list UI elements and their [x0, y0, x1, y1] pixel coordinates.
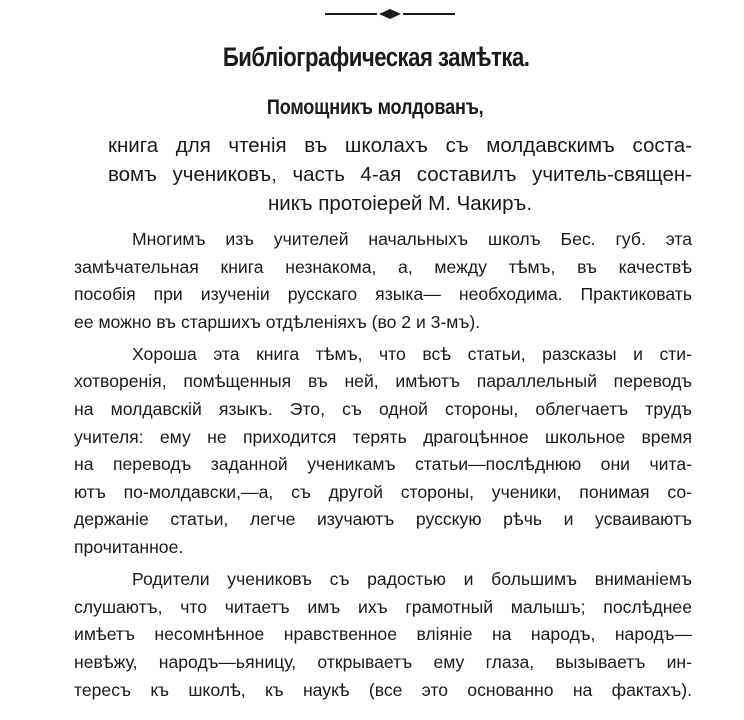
- text-line: хотворенія, помѣщенныя въ ней, имѣютъ параллельный переводъ: [74, 371, 692, 392]
- text-line: ютъ по-молдавски,—а, съ другой стороны, ученики, понимая со-: [74, 481, 692, 502]
- text-line: имѣетъ несомнѣнное нравственное вліяніе на народъ, народъ—: [74, 624, 692, 645]
- text-line: тересъ къ школѣ, къ наукѣ (все это основанно на фактахъ).: [74, 679, 692, 700]
- text-line: ее можно въ старшихъ отдѣленіяхъ (во 2 и 3-мъ).: [74, 311, 481, 332]
- book-description-line: вомъ учениковъ, часть 4-ая составилъ учитель-священ-: [108, 163, 692, 186]
- paragraph: [74, 226, 692, 336]
- text-line: пособія при изученіи русскаго языка— необходима. Практиковать: [74, 284, 692, 305]
- text-line: слушаютъ, что читаетъ имъ ихъ грамотный малышъ; послѣднее: [74, 596, 692, 617]
- book-title: Помощникъ молдованъ,: [266, 96, 484, 119]
- divider-ornament-icon: [325, 8, 455, 20]
- article-title: Библіографическая замѣтка.: [222, 42, 530, 72]
- book-description-line: книга для чтенія въ школахъ съ молдавскимъ соста-: [108, 134, 692, 157]
- text-line: держаніе статьи, легче изучаютъ русскую рѣчь и усваиваютъ: [74, 509, 692, 530]
- text-line: Хороша эта книга тѣмъ, что всѣ статьи, разсказы и сти-: [132, 343, 692, 364]
- text-line: учителя: ему не приходится терять драгоцѣнное школьное время: [74, 426, 692, 447]
- text-line: невѣжу, народъ—ьяницу, открываетъ ему глаза, вызываетъ ин-: [74, 651, 692, 672]
- book-description-line: никъ протоіерей М. Чакиръ.: [267, 192, 533, 215]
- article-body: [74, 226, 692, 704]
- book-description: [108, 131, 692, 218]
- paragraph: [74, 566, 692, 704]
- paragraph: [74, 341, 692, 562]
- text-line: Родители учениковъ съ радостью и большимъ вниманіемъ: [132, 569, 692, 590]
- text-line: на переводъ заданной ученикамъ статьи—послѣднюю они чита-: [74, 454, 692, 475]
- text-line: на молдавскій языкъ. Это, съ одной стороны, облегчаетъ трудъ: [74, 399, 692, 420]
- text-line: Многимъ изъ учителей начальныхъ школъ Бес. губ. эта: [132, 229, 692, 249]
- text-line: замѣчательная книга незнакома, а, между тѣмъ, въ качествѣ: [74, 256, 692, 277]
- text-line: прочитанное.: [74, 537, 184, 558]
